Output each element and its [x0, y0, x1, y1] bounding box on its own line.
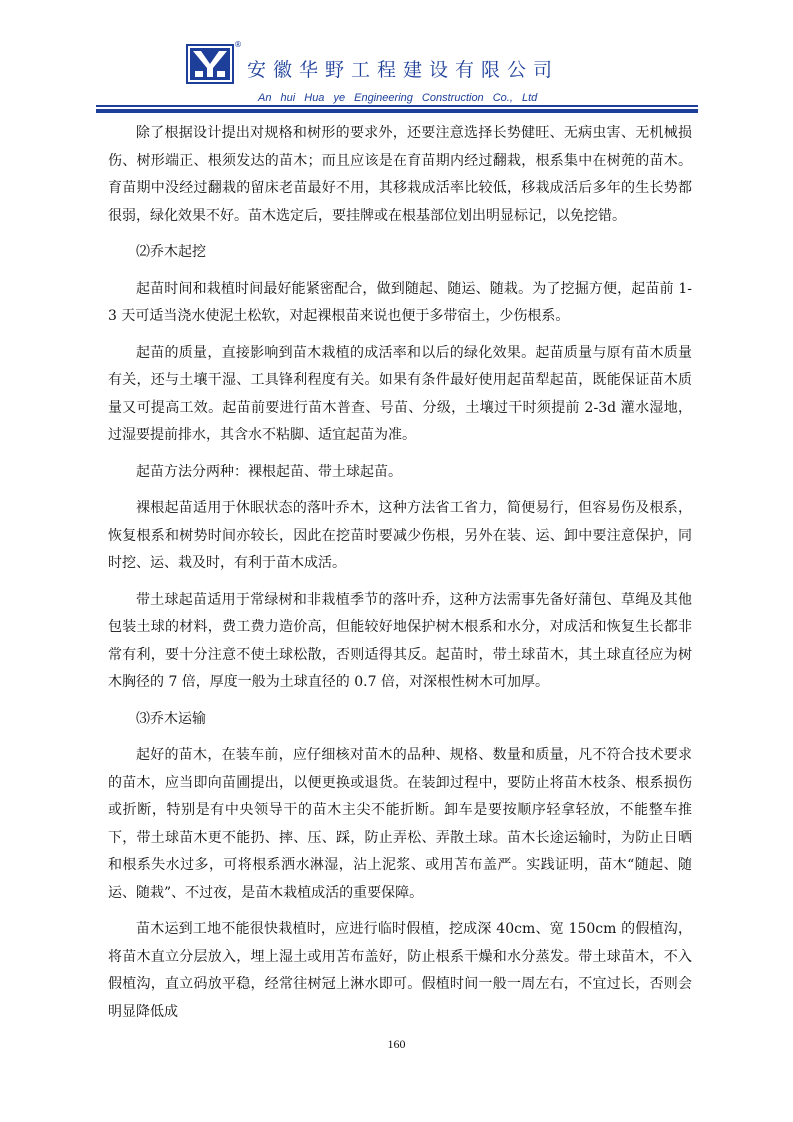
header-rule-thin — [96, 105, 698, 107]
header-rule-thick — [96, 109, 698, 113]
paragraph-digging-methods: 起苗方法分两种：裸根起苗、带土球起苗。 — [136, 463, 402, 480]
registered-mark: ® — [234, 40, 242, 49]
paragraph-digging-timing: 起苗时间和栽植时间最好能紧密配合，做到随起、随运、随栽。为了挖掘方便，起苗前 1-3 天可适当浇水使泥土松软，对起裸根苗来说也便于多带宿土，少伤根系。 — [108, 280, 692, 324]
paragraph-transport: 起好的苗木，在装车前，应仔细核对苗木的品种、规格、数量和质量，凡不符合技术要求的苗木，应当即向苗圃提出，以便更换或退货。在装卸过程中，要防止将苗木枝条、根系损伤或折断，特别是有中央领导干的苗木主尖不能折断。卸车是要按顺序轻拿轻放，不能整车推下，带土球苗木更不能扔、摔、压、踩，防止弄松、弄散土球。苗木长途运输时，为防止日晒和根系失水过多，可将根系洒水淋湿，沾上泥浆、或用苫布盖严。实践证明，苗木“随起、随运、随栽”、不过夜，是苗木栽植成活的重要保障。 — [108, 747, 692, 901]
paragraph-seedling-selection: 除了根据设计提出对规格和树形的要求外，还要注意选择长势健旺、无病虫害、无机械损伤、树形端正、根须发达的苗木；而且应该是在育苗期内经过翻栽，根系集中在树蔸的苗木。育苗期中没经过翻栽的留床老苗最好不用，其移栽成活率比较低，移栽成活后多年的生长势都很弱，绿化效果不好。苗木选定后，要挂牌或在根基部位划出明显标记，以免挖错。 — [108, 125, 692, 224]
paragraph-root-ball: 带土球起苗适用于常绿树和非栽植季节的落叶乔，这种方法需事先备好蒲包、草绳及其他包装土球的材料，费工费力造价高，但能较好地保护树木根系和水分，对成活和恢复生长都非常有利，要十分注意不使土球松散，否则适得其反。起苗时，带土球苗木，其土球直径应为树木胸径的 7 倍，厚度一般为土球直径的 0.7 倍，对深根性树木可加厚。 — [108, 591, 692, 690]
paragraph-temporary-planting: 苗木运到工地不能很快栽植时，应进行临时假植，挖成深 40cm、宽 150cm 的假植沟，将苗木直立分层放入，埋上湿土或用苫布盖好，防止根系干燥和水分蒸发。带土球苗木，不入假植沟，直立码放平稳，经常往树冠上淋水即可。假植时间一般一周左右，不宜过长，否则会明显降低成 — [108, 921, 692, 1020]
company-name-english: An hui Hua ye Engineering Construction Co., Ltd — [258, 92, 538, 104]
section-heading-tree-transport: ⑶乔木运输 — [136, 710, 206, 727]
page-header — [0, 0, 793, 120]
document-body — [108, 120, 692, 1026]
paragraph-bare-root: 裸根起苗适用于休眠状态的落叶乔木，这种方法省工省力，简便易行，但容易伤及根系，恢复根系和树势时间亦较长，因此在挖苗时要减少伤根，另外在装、运、卸中要注意保护，同时挖、运、栽及时，有利于苗木成活。 — [108, 500, 692, 571]
paragraph-digging-quality: 起苗的质量，直接影响到苗木栽植的成活率和以后的绿化效果。起苗质量与原有苗木质量有关，还与土壤干湿、工具锋利程度有关。如果有条件最好使用起苗犁起苗，既能保证苗木质量又可提高工效。起苗前要进行苗木普查、号苗、分级，土壤过干时须提前 2-3d 灌水湿地，过湿要提前排水，其含水不粘脚、适宜起苗为准。 — [108, 344, 692, 443]
company-name-chinese: 安徽华野工程建设有限公司 — [247, 59, 560, 81]
page-number: 160 — [387, 1037, 406, 1051]
huaye-logo-icon — [186, 44, 234, 84]
section-heading-tree-digging: ⑵乔木起挖 — [136, 244, 206, 260]
